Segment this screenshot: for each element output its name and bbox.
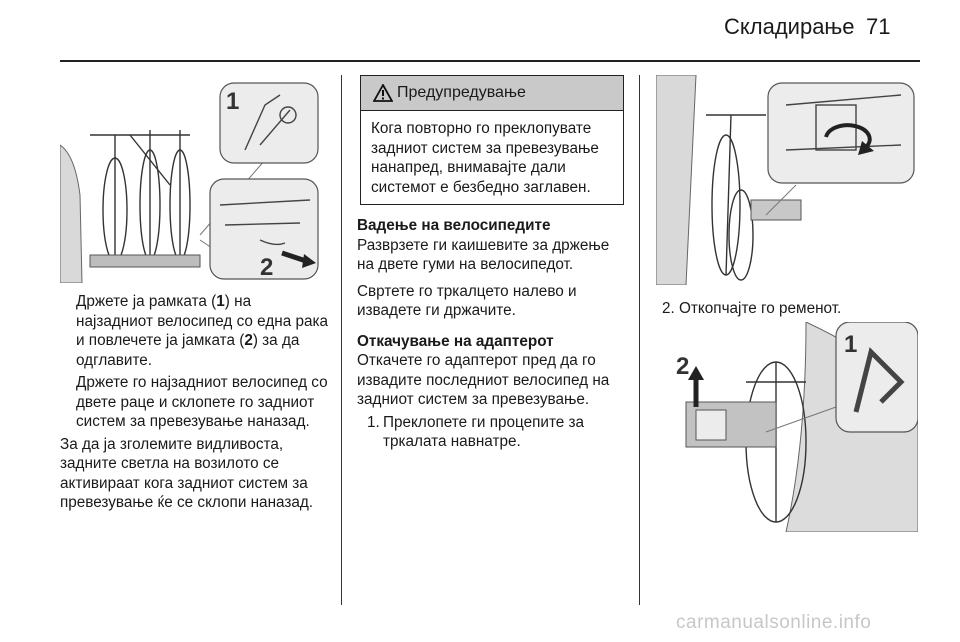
paragraph-straps: Разврзете ги каишевите за држење на двете гуми на велосипедот. — [357, 236, 610, 273]
paragraph-adapter: Откачете го адаптерот пред да го извадите последниот велосипед на задниот систем за превезување. — [357, 352, 610, 408]
list-item — [357, 413, 629, 452]
figure-label-2b: 2 — [676, 353, 690, 380]
warning-text: Кога повторно го преклопувате задниот систем за превезување нанапред, внимавајте дали системот е безбедно заглавен. — [371, 120, 599, 196]
column-divider-2 — [639, 75, 640, 605]
heading-detach-adapter: Откачување на адаптерот — [357, 332, 554, 350]
figure-label-1b: 1 — [844, 331, 858, 358]
step-1-text: Преклопете ги процепите за тркалата навнатре. — [383, 413, 585, 450]
step-1-number: 1. — [367, 413, 380, 431]
figure-label-1: 1 — [226, 88, 240, 115]
heading-removing-bikes: Вадење на велосипедите — [357, 217, 551, 234]
warning-title: Предупредување — [397, 84, 526, 101]
header-divider — [60, 60, 920, 62]
strap-illustration — [656, 322, 918, 532]
column-1-text — [60, 292, 330, 513]
paragraph-visibility-note: За да ја зголемите видливоста, задните светла на возилото се активираат кога задниот систем за превезување ќе се склопи наназад. — [60, 435, 314, 511]
step-2-text: 2. Откопчајте го ременот. — [662, 300, 842, 317]
paragraph-hold-frame: Држете ја рамката (1) на најзадниот велосипед со една рака и повлечете ја јамката (2) за да одглавите. — [76, 293, 329, 369]
paragraph-knob: Свртете го тркалцето налево и извадете ги држачите. — [357, 282, 577, 319]
footer-watermark: carmanualsonline.info — [676, 612, 872, 633]
column-2-text — [357, 216, 629, 452]
warning-box — [360, 75, 624, 205]
paragraph-fold-carrier: Држете го најзадниот велосипед со двете раце и склопете го задниот систем за превезување наназад. — [76, 374, 328, 430]
column-divider-1 — [341, 75, 342, 605]
wheel-slot-illustration — [656, 75, 918, 285]
warning-header — [361, 76, 623, 111]
figure-label-2: 2 — [260, 254, 274, 281]
warning-triangle-icon — [373, 84, 393, 102]
page-header-title: Складирање — [724, 14, 855, 39]
bike-carrier-illustration — [60, 75, 322, 283]
page-number: 71 — [866, 14, 891, 39]
